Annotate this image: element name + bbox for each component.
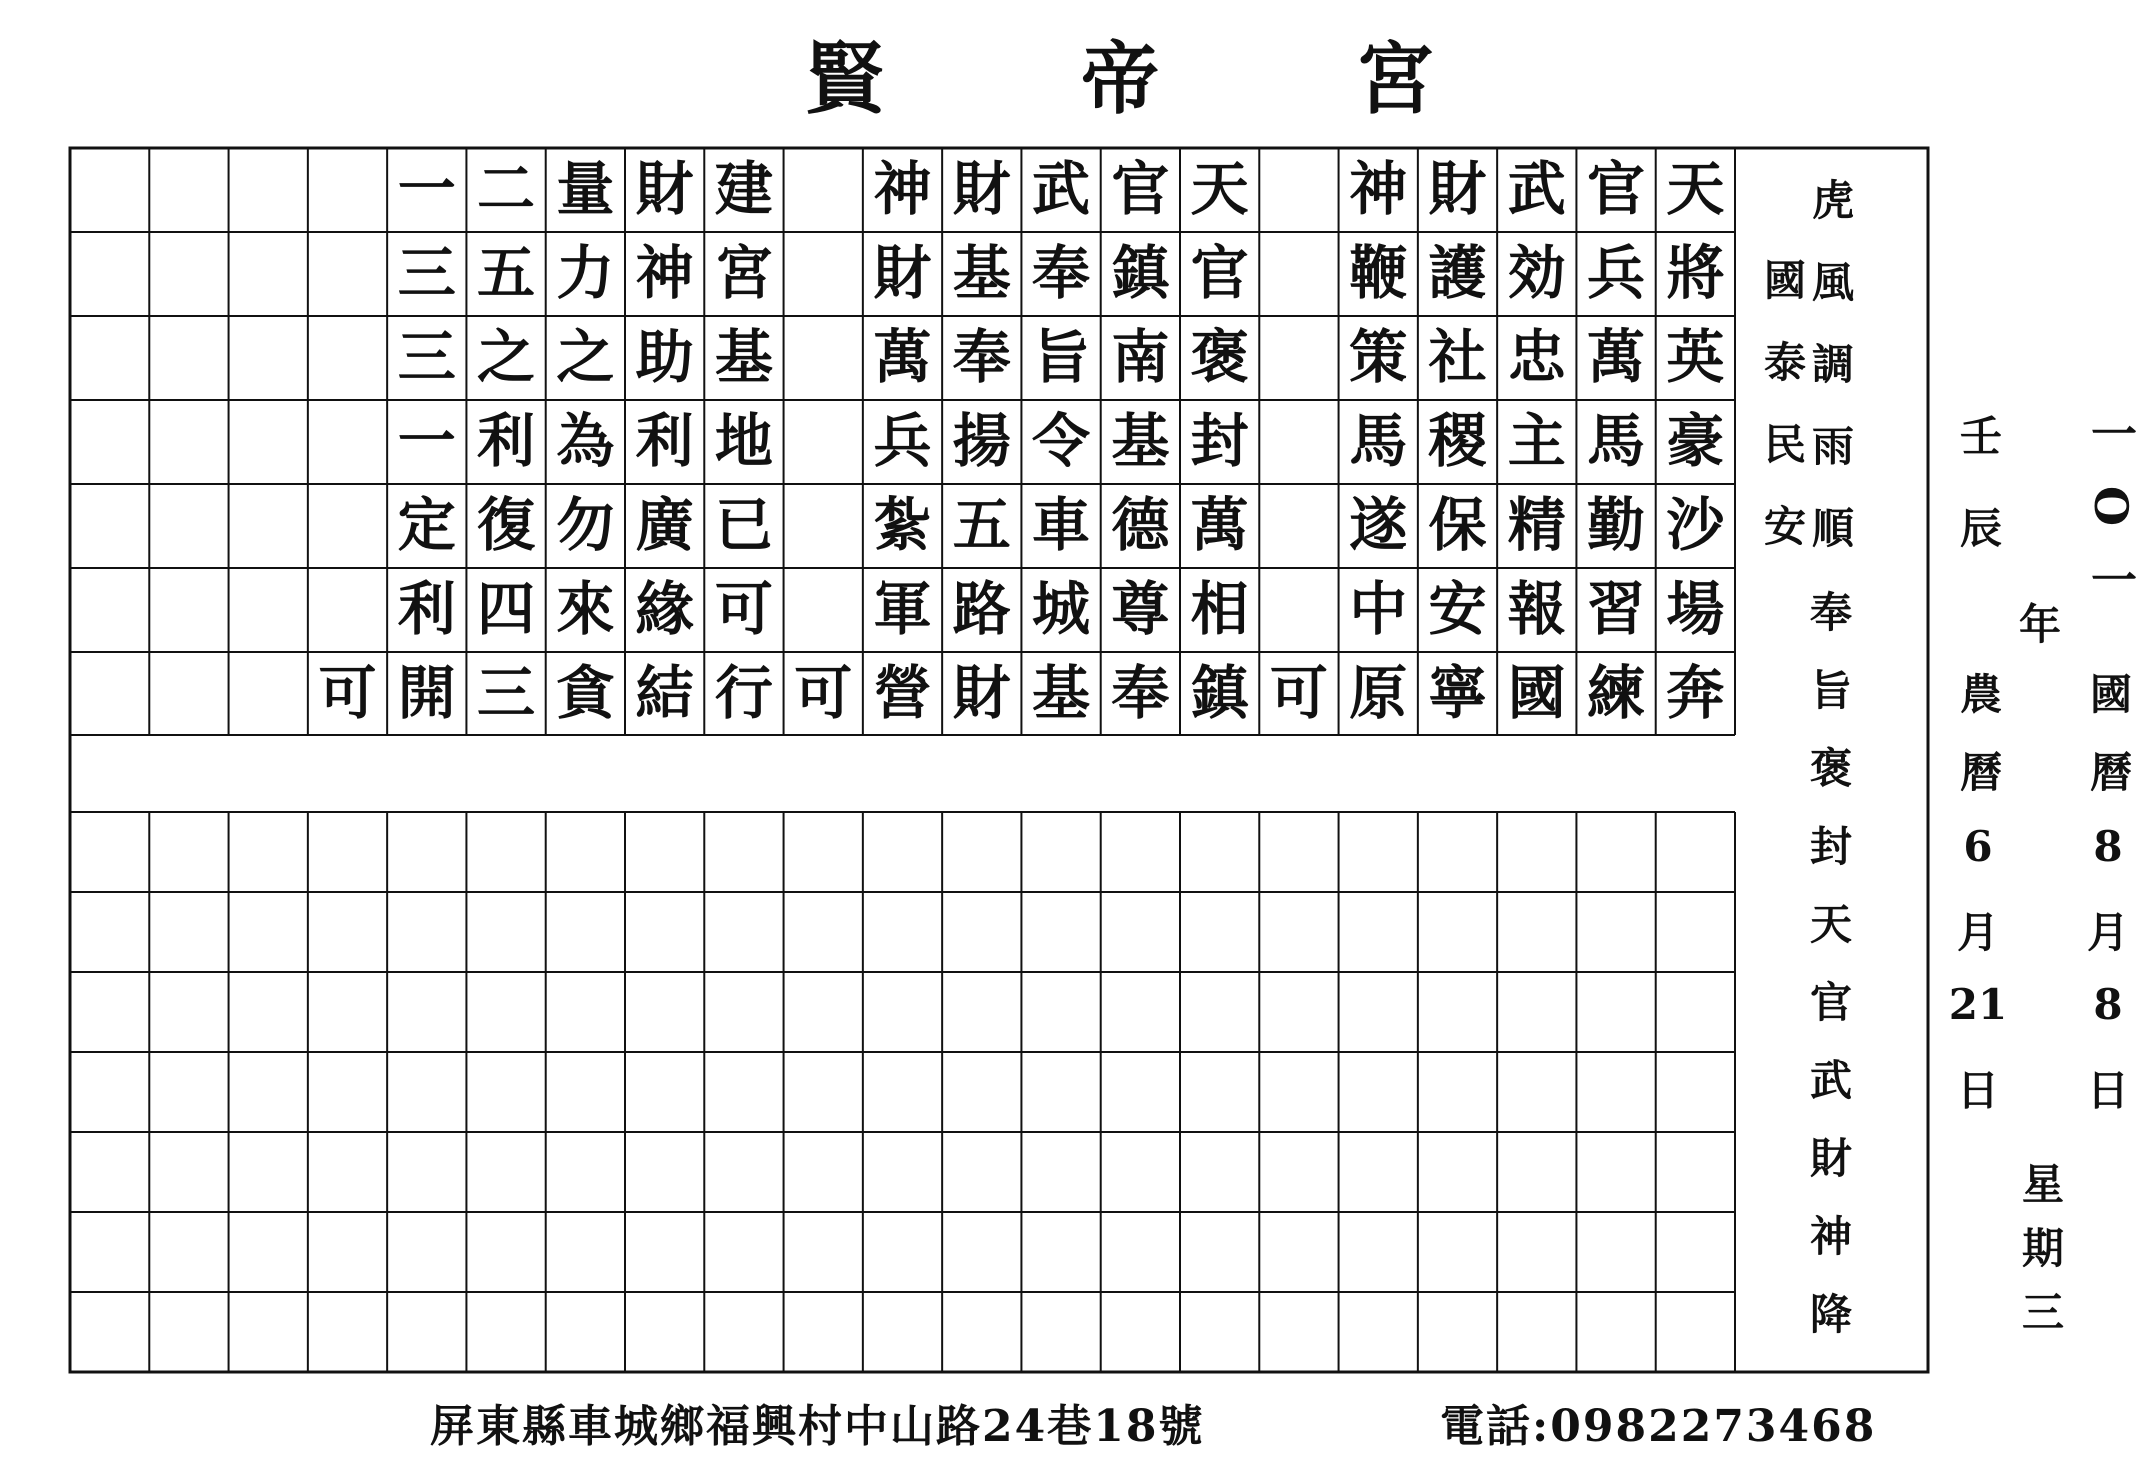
- lunar-label-text: 農曆: [1954, 672, 2003, 828]
- gregorian-month: 8: [2093, 822, 2123, 871]
- grid-char: 勤: [1587, 491, 1646, 559]
- side-edict-text: 奉旨褒封天官武財神降: [1804, 590, 1853, 1370]
- grid-char: 旨: [1032, 323, 1091, 391]
- grid-char: 馬: [1587, 407, 1646, 475]
- grid-char: 南: [1111, 323, 1170, 391]
- grid-char: 保: [1428, 491, 1487, 559]
- lunar-label: [1948, 672, 2008, 838]
- gregorian-day-unit: 日: [2086, 1066, 2129, 1115]
- grid-char: 豪: [1666, 407, 1725, 475]
- grid-char: 利: [397, 575, 456, 643]
- grid-char: 令: [1032, 407, 1091, 475]
- grid-char: 武: [1032, 155, 1091, 223]
- grid-char: 四: [477, 575, 536, 643]
- gregorian-label-text: 國曆: [2084, 672, 2133, 828]
- lunar-month: 6: [1963, 822, 1993, 871]
- grid-char: 量: [556, 155, 615, 223]
- grid-char: 原: [1349, 659, 1408, 727]
- gregorian-day: 8: [2093, 980, 2123, 1029]
- grid-char: 護: [1428, 239, 1487, 307]
- footer-phone: 電話:0982273468: [1440, 1401, 1877, 1452]
- side-column-peace: [1752, 258, 1812, 596]
- grid-char: 奔: [1666, 659, 1725, 727]
- grid-char: 神: [635, 239, 694, 307]
- grid-char: 萬: [1587, 323, 1646, 391]
- grid-char: 可: [318, 659, 377, 727]
- grid-char: 天: [1190, 155, 1249, 223]
- grid-char: 城: [1032, 575, 1091, 643]
- title-char-3: 宮: [1355, 34, 1434, 125]
- grid-char: 財: [635, 155, 694, 223]
- grid-char: 地: [714, 407, 773, 475]
- grid-char: 場: [1666, 575, 1725, 643]
- grid-char: 廣: [635, 491, 694, 559]
- grid-char: 相: [1190, 575, 1249, 643]
- grid-char: 尊: [1111, 575, 1170, 643]
- gregorian-month-unit: 月: [2086, 908, 2129, 957]
- title-char-2: 帝: [1080, 34, 1159, 125]
- grid-char: 可: [1269, 659, 1328, 727]
- grid-char: 寧: [1428, 659, 1487, 727]
- grid-char: 紮: [873, 491, 932, 559]
- grid-char: 奉: [1111, 659, 1170, 727]
- grid-char: 一: [397, 155, 456, 223]
- grid-char: 奉: [1032, 239, 1091, 307]
- grid-char: 兵: [1587, 239, 1646, 307]
- grid-char: 遂: [1349, 491, 1408, 559]
- grid-char: 鞭: [1349, 239, 1408, 307]
- grid-char: 安: [1428, 575, 1487, 643]
- grid-char: 緣: [635, 575, 694, 643]
- grid-char: 可: [794, 659, 853, 727]
- grid-char: 萬: [873, 323, 932, 391]
- grid-char: 財: [952, 155, 1011, 223]
- weekday-text: 星期三: [2016, 1162, 2065, 1354]
- grid-char: 之: [477, 323, 536, 391]
- grid-char: 利: [477, 407, 536, 475]
- grid-char: 報: [1507, 575, 1566, 643]
- grid-char: 基: [1111, 407, 1170, 475]
- weekday: [2010, 1162, 2070, 1364]
- gregorian-label: [2078, 672, 2138, 838]
- side-peace-text: 國泰民安: [1758, 258, 1807, 586]
- grid-char: 已: [714, 491, 773, 559]
- grid-char: 國: [1507, 659, 1566, 727]
- grid-char: 軍: [873, 575, 932, 643]
- side-column-edict: [1798, 590, 1858, 1380]
- grid-char: 可: [714, 575, 773, 643]
- grid-char: 建: [714, 155, 773, 223]
- lunar-month-unit: 月: [1956, 908, 1999, 957]
- grid-char: 官: [1190, 239, 1249, 307]
- grid-char: 力: [556, 239, 615, 307]
- grid-char: 將: [1666, 239, 1725, 307]
- year-char: 年: [2018, 600, 2061, 649]
- grid-char: 營: [873, 659, 932, 727]
- grid-char: 復: [477, 491, 536, 559]
- grid-char: 鎮: [1111, 239, 1170, 307]
- grid-char: 揚: [952, 407, 1011, 475]
- grid-char: 來: [556, 575, 615, 643]
- grid-char: 奉: [952, 323, 1011, 391]
- grid-char: 財: [952, 659, 1011, 727]
- ganzhi-text: 壬辰: [1954, 414, 2003, 598]
- grid-char: 英: [1666, 323, 1725, 391]
- grid-char: 基: [714, 323, 773, 391]
- grid-char: 萬: [1190, 491, 1249, 559]
- grid-char: 利: [635, 407, 694, 475]
- grid-char: 官: [1587, 155, 1646, 223]
- grid-char: 官: [1111, 155, 1170, 223]
- grid-char: 三: [477, 659, 536, 727]
- grid-char: 五: [477, 239, 536, 307]
- grid-char: 五: [952, 491, 1011, 559]
- side-blessing-text: 虎風調雨順: [1806, 178, 1855, 588]
- grid-char: 定: [397, 491, 456, 559]
- grid-char: 忠: [1507, 323, 1566, 391]
- grid-char: 兵: [873, 407, 932, 475]
- grid-char: 財: [873, 239, 932, 307]
- grid-char: 習: [1587, 575, 1646, 643]
- grid-char: 中: [1349, 575, 1408, 643]
- grid-char: 社: [1428, 323, 1487, 391]
- grid-char: 三: [397, 239, 456, 307]
- roc-year: [2078, 410, 2138, 643]
- grid-char: 神: [1349, 155, 1408, 223]
- grid-char: 神: [873, 155, 932, 223]
- lunar-day-unit: 日: [1956, 1066, 1999, 1115]
- grid-char: 稷: [1428, 407, 1487, 475]
- grid-char: 行: [714, 659, 773, 727]
- grid-char: 車: [1032, 491, 1091, 559]
- grid-char: 練: [1587, 659, 1646, 727]
- grid-char: 一: [397, 407, 456, 475]
- grid-char: 基: [1032, 659, 1091, 727]
- grid-char: 路: [952, 575, 1011, 643]
- grid-char: 貪: [556, 659, 615, 727]
- grid-char: 助: [635, 323, 694, 391]
- grid-char: 德: [1111, 491, 1170, 559]
- grid-char: 精: [1507, 491, 1566, 559]
- grid-char: 三: [397, 323, 456, 391]
- grid-char: 馬: [1349, 407, 1408, 475]
- ganzhi: [1948, 414, 2008, 608]
- grid-char: 主: [1507, 407, 1566, 475]
- grid-char: 策: [1349, 323, 1408, 391]
- grid-char: 褒: [1190, 323, 1249, 391]
- lunar-day: 21: [1948, 980, 2008, 1029]
- title-char-1: 賢: [805, 34, 884, 125]
- grid-char: 基: [952, 239, 1011, 307]
- grid-char: 之: [556, 323, 615, 391]
- footer-address: 屏東縣車城鄉福興村中山路24巷18號: [430, 1401, 1205, 1452]
- grid-char: 結: [635, 659, 694, 727]
- grid-char: 沙: [1666, 491, 1725, 559]
- grid-char: 二: [477, 155, 536, 223]
- grid-char: 武: [1507, 155, 1566, 223]
- grid-char: 天: [1666, 155, 1725, 223]
- grid-char: 効: [1507, 239, 1566, 307]
- grid-char: 鎮: [1190, 659, 1249, 727]
- grid-char: 宮: [714, 239, 773, 307]
- grid-char: 為: [556, 407, 615, 475]
- grid-char: 封: [1190, 407, 1249, 475]
- grid-char: 財: [1428, 155, 1487, 223]
- roc-year-text: 一O一: [2084, 410, 2138, 633]
- grid-char: 勿: [556, 491, 615, 559]
- grid-char: 開: [397, 659, 456, 727]
